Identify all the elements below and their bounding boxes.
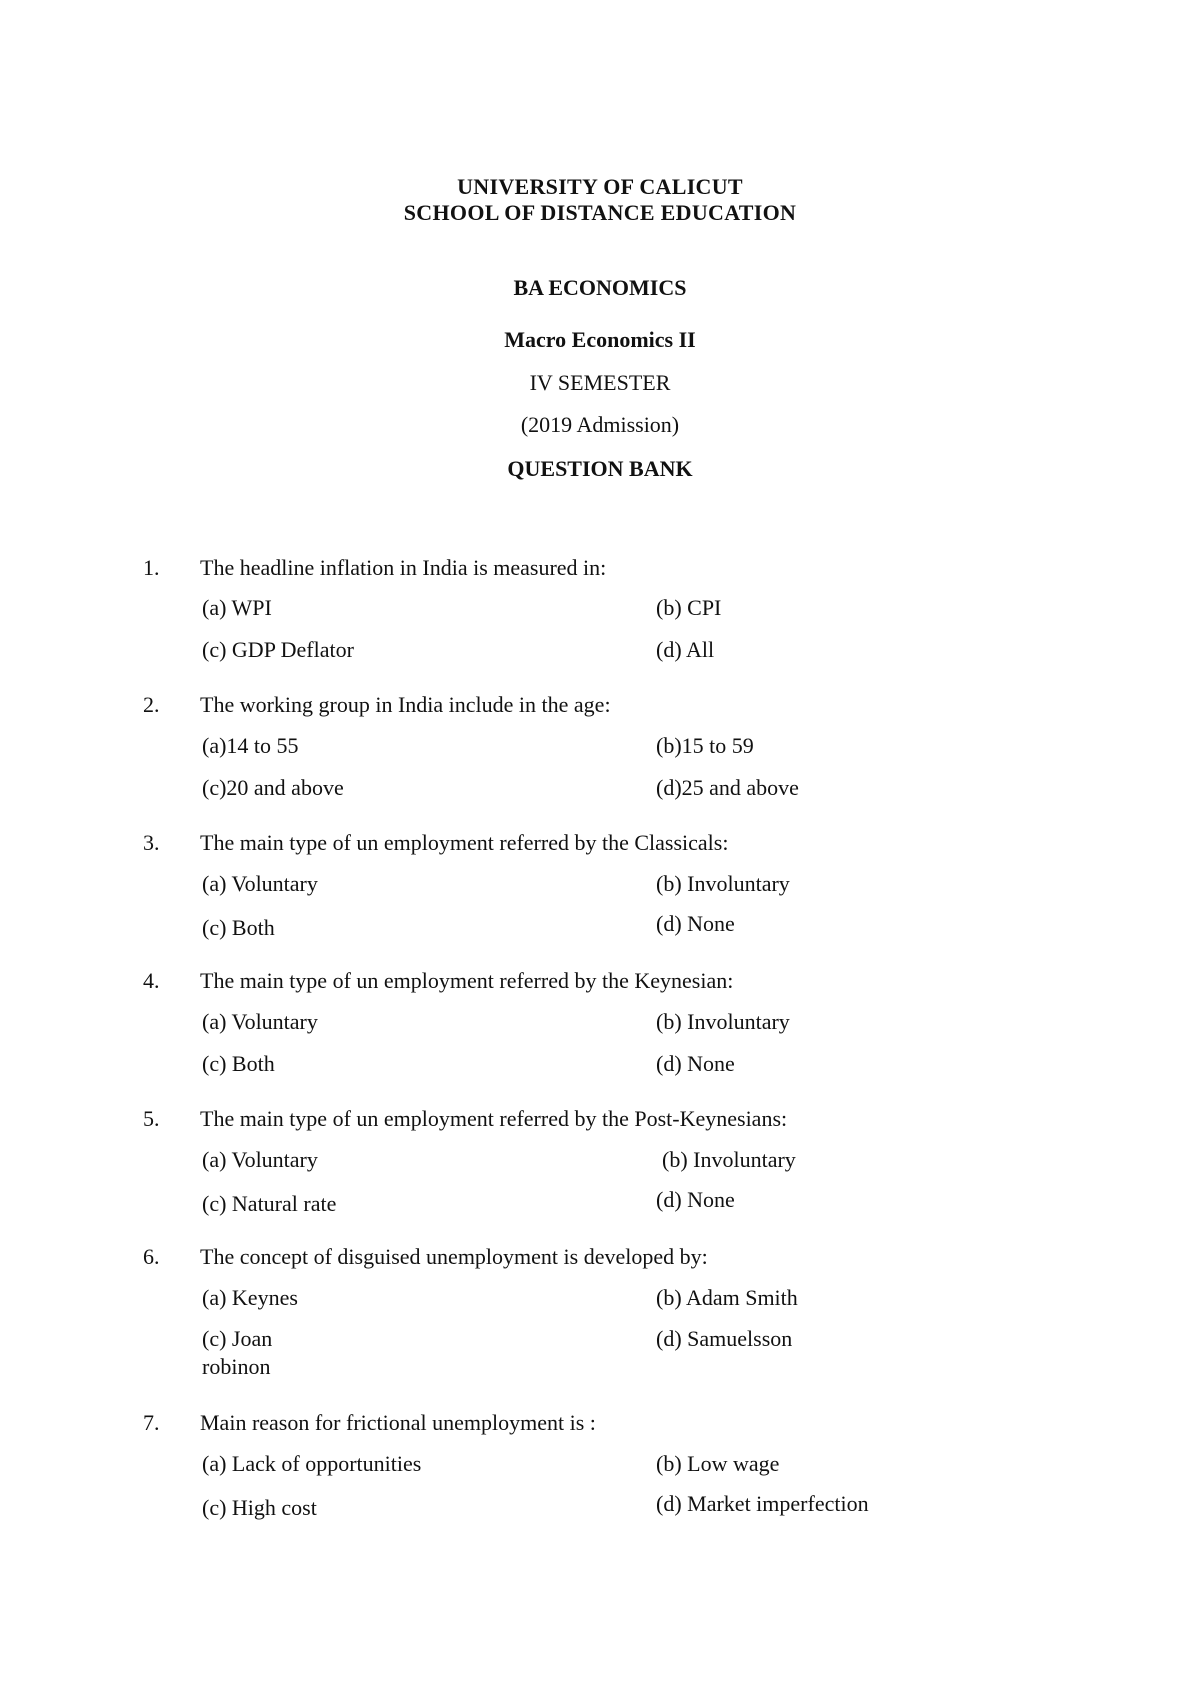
option-d: (d) All xyxy=(656,637,715,662)
school-name: SCHOOL OF DISTANCE EDUCATION xyxy=(403,200,797,225)
question-text: The headline inflation in India is measured in: xyxy=(200,555,607,580)
option-d: (d) None xyxy=(656,1187,735,1212)
option-c: (c) Both xyxy=(202,915,275,940)
option-d: (d) None xyxy=(656,1051,735,1076)
option-c: (c)20 and above xyxy=(202,775,344,800)
option-d: (d) Market imperfection xyxy=(656,1491,869,1516)
course-title: BA ECONOMICS xyxy=(513,275,687,300)
question-number: 5. xyxy=(143,1106,160,1131)
admission-label: (2019 Admission) xyxy=(520,412,680,437)
option-b: (b) Involuntary xyxy=(656,871,790,896)
option-d: (d) Samuelsson xyxy=(656,1326,793,1351)
question-number: 6. xyxy=(143,1244,160,1269)
question-number: 2. xyxy=(143,692,160,717)
option-a: (a)14 to 55 xyxy=(202,733,299,758)
option-b: (b) CPI xyxy=(656,595,722,620)
document-title: QUESTION BANK xyxy=(507,456,693,481)
university-name: UNIVERSITY OF CALICUT xyxy=(457,174,743,199)
option-a: (a) Voluntary xyxy=(202,1009,318,1034)
option-a: (a) WPI xyxy=(202,595,272,620)
option-b: (b) Adam Smith xyxy=(656,1285,798,1310)
option-c: (c) Joan robinon xyxy=(202,1326,273,1379)
question-text: The main type of un employment referred by the Classicals: xyxy=(200,830,729,855)
option-c: (c) High cost xyxy=(202,1495,317,1520)
question-number: 7. xyxy=(143,1410,160,1435)
option-d: (d) None xyxy=(656,911,735,936)
option-a: (a) Keynes xyxy=(202,1285,298,1310)
subject-title: Macro Economics II xyxy=(504,327,696,352)
semester-label: IV SEMESTER xyxy=(529,370,671,395)
option-b: (b) Low wage xyxy=(656,1451,780,1476)
question-text: The main type of un employment referred by the Keynesian: xyxy=(200,968,734,993)
option-a: (a) Voluntary xyxy=(202,1147,318,1172)
question-text: The main type of un employment referred by the Post-Keynesians: xyxy=(200,1106,788,1131)
question-text: The working group in India include in the age: xyxy=(200,692,611,717)
question-text: The concept of disguised unemployment is developed by: xyxy=(200,1244,708,1269)
option-b: (b) Involuntary xyxy=(656,1009,790,1034)
option-a: (a) Lack of opportunities xyxy=(202,1451,422,1476)
option-a: (a) Voluntary xyxy=(202,871,318,896)
option-b: (b) Involuntary xyxy=(662,1147,796,1172)
option-b: (b)15 to 59 xyxy=(656,733,754,758)
question-text: Main reason for frictional unemployment is : xyxy=(200,1410,596,1435)
question-number: 3. xyxy=(143,830,160,855)
question-number: 1. xyxy=(143,555,160,580)
option-c: (c) Natural rate xyxy=(202,1191,337,1216)
option-c: (c) Both xyxy=(202,1051,275,1076)
option-d: (d)25 and above xyxy=(656,775,799,800)
question-number: 4. xyxy=(143,968,160,993)
option-c: (c) GDP Deflator xyxy=(202,637,354,662)
